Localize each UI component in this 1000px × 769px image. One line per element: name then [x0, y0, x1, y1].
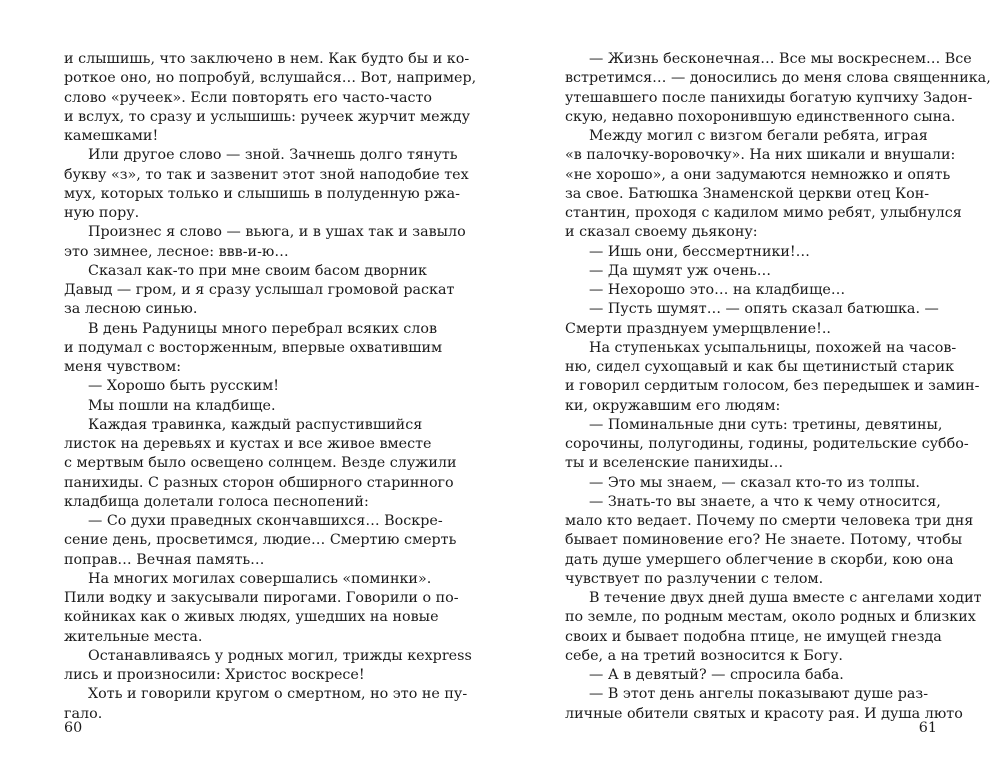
text-line: Хоть и говорили кругом о смертном, но это не пу-: [88, 686, 468, 703]
text-line: — В этот день ангелы показывают душе раз-: [589, 686, 929, 703]
text-line: за лесною синью.: [64, 301, 198, 318]
text-line: — Нехорошо это… на кладбище…: [589, 282, 846, 298]
text-line: ты и вселенские панихиды…: [565, 455, 784, 472]
text-line: — Ишь они, бессмертники!…: [589, 243, 810, 260]
text-line: листок на деревьях и кустах и все живое вместе: [64, 436, 432, 452]
text-line: На многих могилах совершались «поминки».: [88, 570, 432, 587]
text-line: утешавшего после панихиды богатую купчиху Задон-: [565, 89, 973, 106]
text-line: и говорил сердитым голосом, без передышек и замин-: [565, 378, 980, 395]
text-line: роткое оно, но попробуй, вслушайся… Вот, например,: [64, 70, 477, 87]
text-line: за свое. Батюшка Знаменской церкви отец Кон-: [565, 185, 930, 202]
text-line: На ступеньках усыпальницы, похожей на часов-: [589, 339, 957, 356]
text-line: букву «з», то так и зазвенит этот зной наподобие тех: [64, 166, 469, 183]
text-line: Каждая травинка, каждый распустившийся: [88, 416, 423, 433]
text-line: и подумал с восторженным, впервые охватившим: [64, 339, 443, 356]
text-line: панихиды. С разных сторон обширного старинного: [64, 474, 454, 491]
text-line: и сказал своему дьякону:: [565, 224, 758, 241]
text-line: В течение двух дней душа вместе с ангелами ходит: [589, 590, 982, 606]
text-line: лись и произносили: Христос воскресе!: [64, 667, 365, 683]
text-line: Останавливаясь у родных могил, трижды кexpress: [88, 647, 472, 664]
text-line: ную пору.: [64, 205, 140, 221]
text-line: В день Радуницы много перебрал всяких слов: [88, 320, 438, 337]
text-line: мух, которых только и слышишь в полуденную ржа-: [64, 185, 460, 202]
text-line: Давыд — гром, и я сразу услышал громовой раскат: [64, 282, 455, 298]
left-page-text: [64, 50, 477, 724]
text-line: ню, сидел сухощавый и как бы щетинистый старик: [565, 359, 955, 375]
right-page-number: 61: [918, 720, 937, 736]
text-line: — Хорошо быть русским!: [88, 378, 279, 395]
text-line: Смерти празднуем умерщвление!..: [565, 320, 831, 337]
text-line: стантин, проходя с кадилом мимо ребят, улыбнулся: [565, 205, 962, 221]
text-line: меня чувством:: [64, 359, 182, 375]
text-line: кладбища долетали голоса песнопений:: [64, 493, 369, 510]
text-line: Пили водку и закусывали пирогами. Говорили о по-: [64, 590, 459, 606]
text-line: — Да шумят уж очень…: [589, 262, 772, 279]
text-line: — Жизнь бесконечная… Все мы воскреснем… Все: [589, 51, 972, 67]
text-line: мало кто ведает. Почему по смерти человека три дня: [565, 513, 974, 529]
text-line: гало.: [64, 705, 103, 722]
text-line: Сказал как-то при мне своим басом дворник: [88, 262, 427, 279]
text-line: по земле, по родным местам, около родных и близких: [565, 609, 976, 626]
text-line: своих и бывает подобна птице, не имущей гнезда: [565, 628, 942, 645]
text-line: Мы пошли на кладбище.: [88, 397, 276, 414]
text-line: Между могил с визгом бегали ребята, играя: [589, 128, 928, 144]
text-line: — Знать-то вы знаете, а что к чему относится,: [589, 493, 941, 510]
text-line: «в палочку-воровочку». На них шикали и внушали:: [565, 147, 956, 164]
text-line: сение день, просветимся, людие… Смертию смерть: [64, 532, 457, 549]
text-line: сорочины, полугодины, годины, родительские суббо-: [565, 436, 969, 452]
text-line: и слышишь, что заключено в нем. Как будто бы и ко-: [64, 51, 470, 67]
text-line: камешками!: [64, 128, 159, 144]
text-line: «не хорошо», а они задумаются немножко и опять: [565, 166, 951, 183]
text-line: поправ… Вечная память…: [64, 551, 265, 568]
text-line: — Поминальные дни суть: третины, девятины,: [589, 416, 943, 433]
text-line: скую, недавно похоронившую единственного сына.: [565, 108, 956, 125]
text-line: встретимся… — доносились до меня слова священника,: [565, 70, 991, 87]
text-line: Произнес я слово — вьюга, и в ушах так и завыло: [88, 224, 466, 241]
left-page-number: 60: [64, 720, 83, 736]
text-line: — Это мы знаем, — сказал кто-то из толпы.: [589, 474, 920, 491]
text-line: это зимнее, лесное: ввв-и-ю…: [64, 243, 289, 260]
text-line: чувствует по разлучении с телом.: [565, 570, 824, 587]
text-line: ки, окружавшим его людям:: [565, 397, 781, 414]
text-line: — А в девятый? — спросила баба.: [589, 667, 844, 683]
text-line: жительные места.: [64, 628, 203, 645]
text-line: с мертвым было освещено солнцем. Везде служили: [64, 455, 457, 472]
text-line: дать душе умершего облегчение в скорби, кою она: [565, 551, 954, 568]
text-line: — Пусть шумят… — опять сказал батюшка. —: [589, 301, 939, 318]
text-line: койниках как о живых людях, ушедших на новые: [64, 609, 439, 626]
text-line: Или другое слово — зной. Зачнешь долго тянуть: [88, 147, 458, 164]
right-page-text: [565, 50, 991, 724]
text-line: личные обители святых и красоту рая. И душа люто: [565, 705, 963, 722]
text-line: — Со духи праведных скончавшихся… Воскре-: [88, 513, 443, 529]
text-line: и вслух, то сразу и услышишь: ручеек журчит между: [64, 108, 471, 125]
text-line: слово «ручеек». Если повторять его часто-часто: [64, 89, 432, 106]
text-line: себе, а на третий возносится к Богу.: [565, 647, 843, 664]
text-line: бывает поминовение его? Не знаете. Потому, чтобы: [565, 532, 963, 549]
